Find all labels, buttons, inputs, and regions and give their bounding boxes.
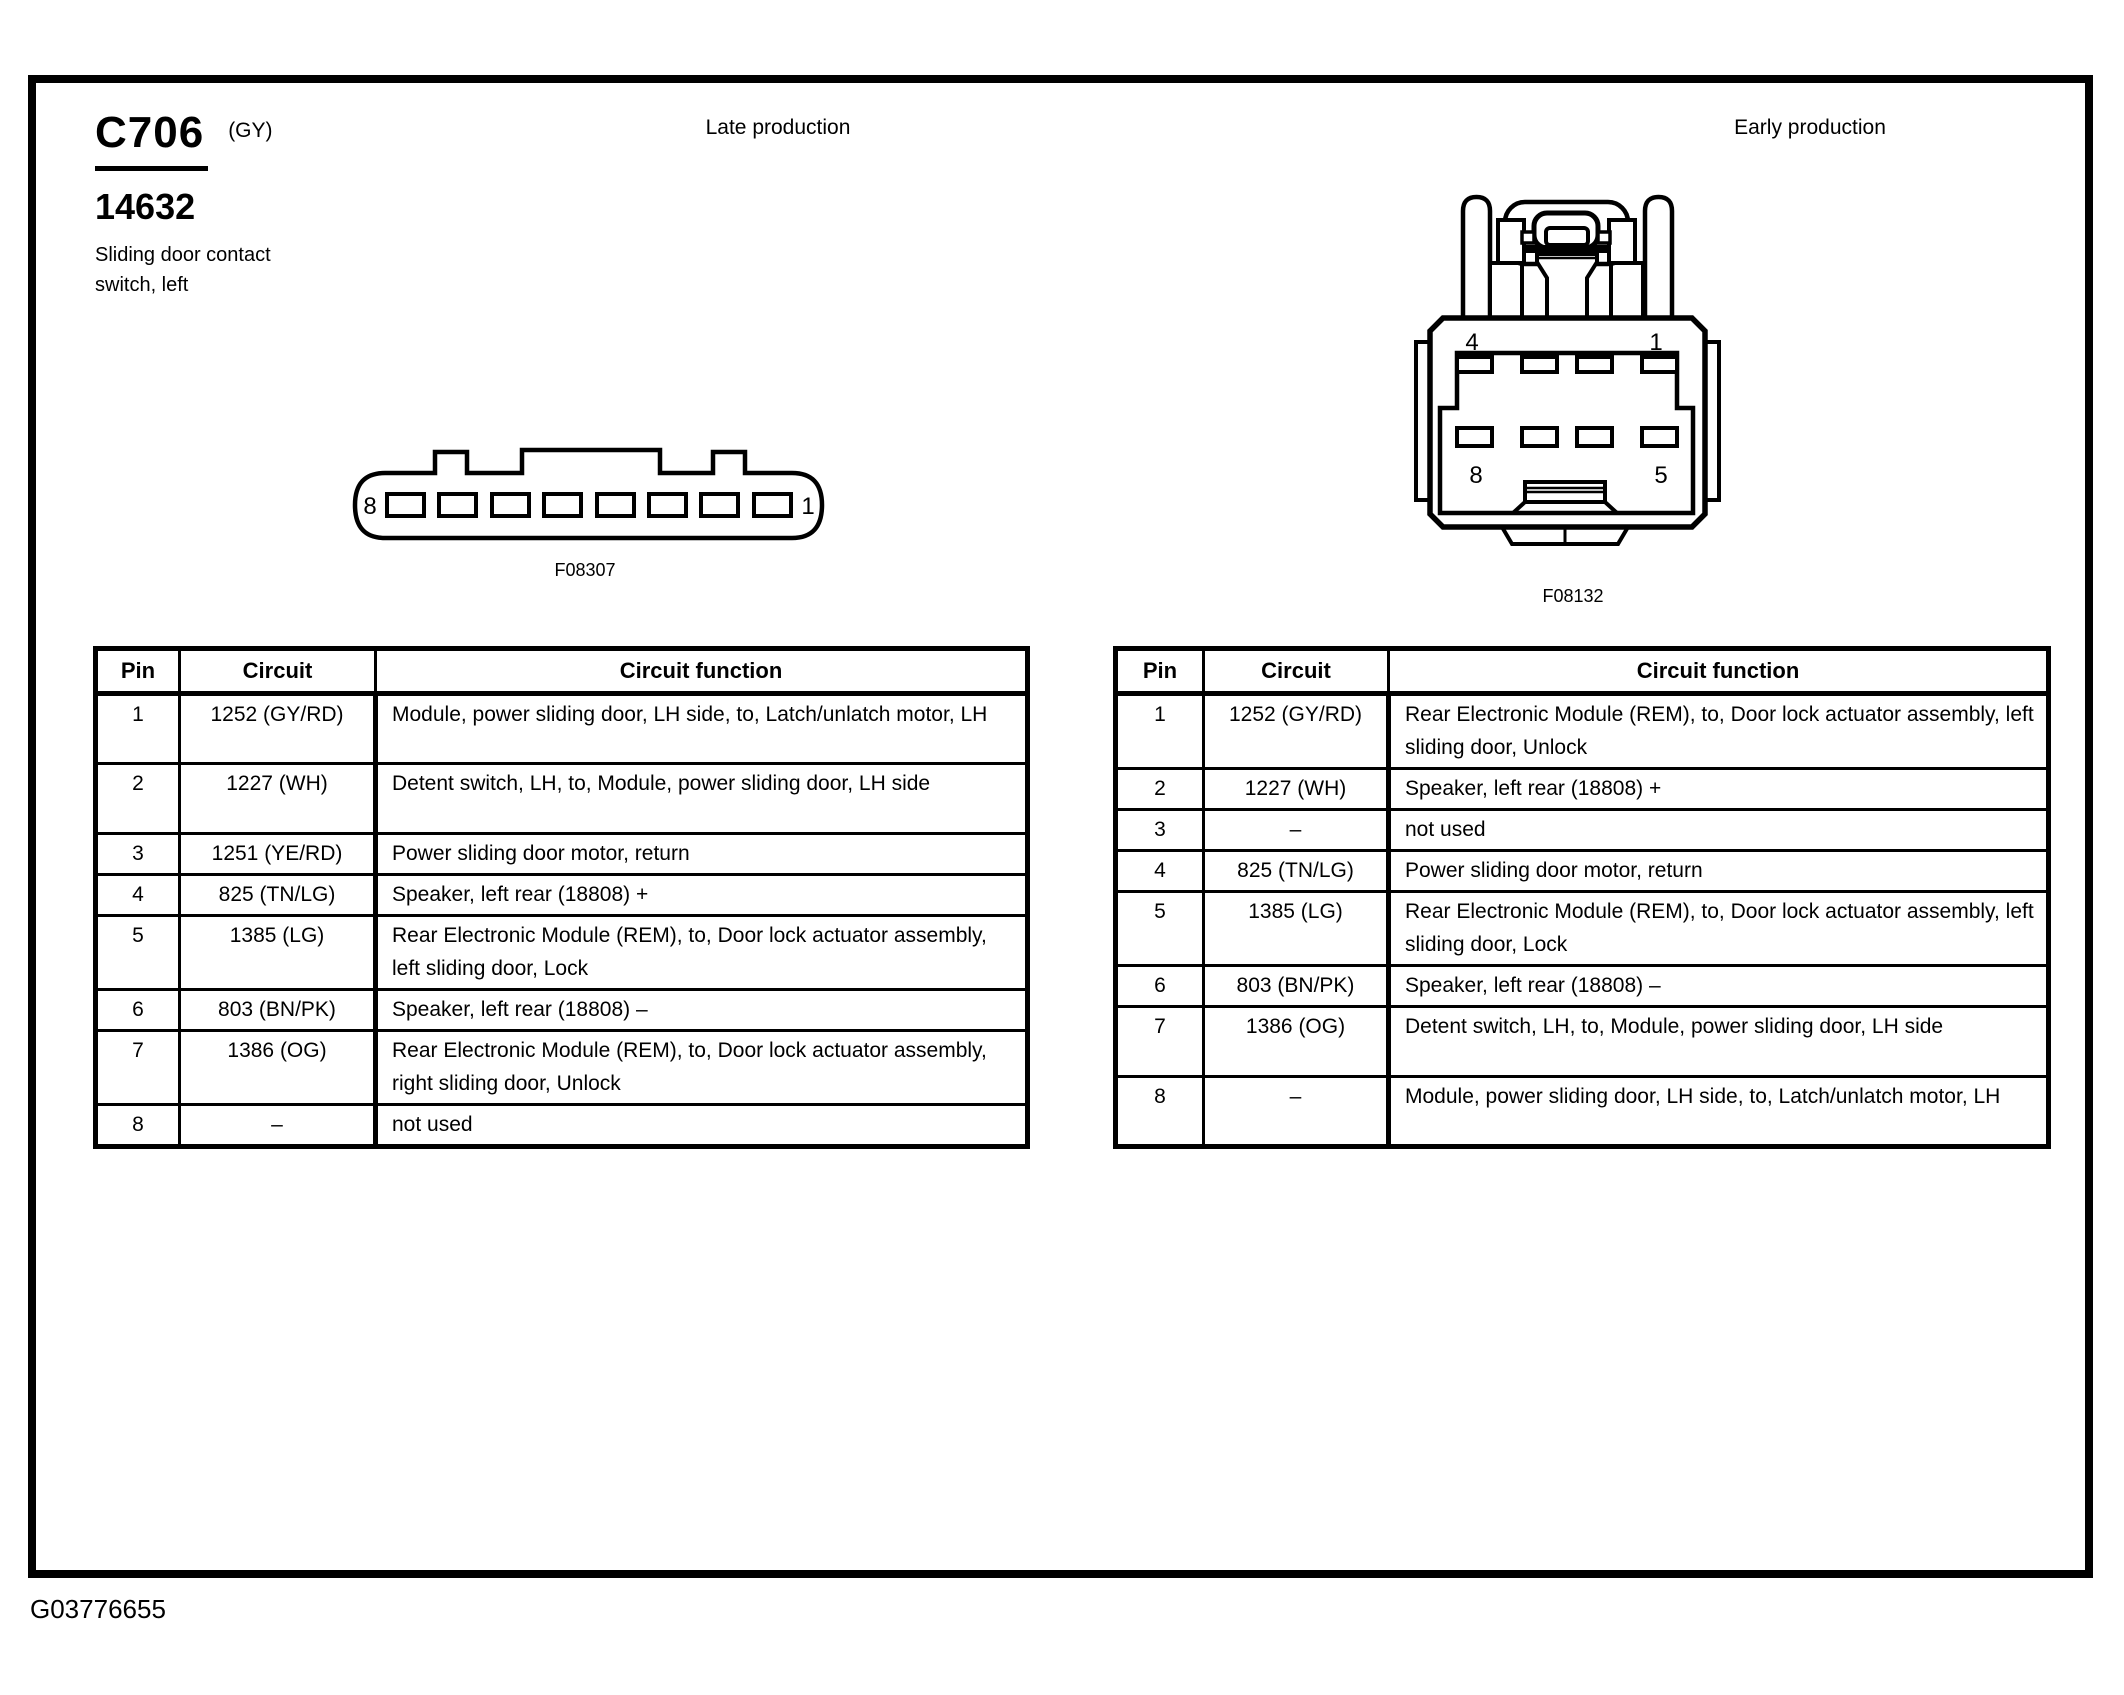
latch-bar-left (1522, 232, 1534, 243)
pin-slot (754, 494, 791, 516)
circuit-cell: 1252 (GY/RD) (180, 694, 376, 764)
function-cell: not used (376, 1105, 1028, 1147)
table-row (1116, 1007, 2049, 1077)
circuit-cell: 803 (BN/PK) (180, 990, 376, 1031)
pin-cell: 2 (1116, 769, 1204, 810)
table-row (96, 764, 1028, 834)
table-row (96, 875, 1028, 916)
circuit-cell: 1386 (OG) (1204, 1007, 1389, 1077)
part-number: 14632 (95, 186, 196, 227)
pin-label-4: 4 (1465, 329, 1479, 356)
table-row (96, 1105, 1028, 1147)
circuit-header: Circuit (180, 649, 376, 694)
function-cell: Speaker, left rear (18808) – (1389, 966, 2049, 1007)
function-cell: Rear Electronic Module (REM), to, Door lock actuator assembly, left sliding door, Lock (1389, 892, 2049, 966)
table-row (96, 1031, 1028, 1105)
circuit-cell: 1385 (LG) (1204, 892, 1389, 966)
pin-cell: 8 (1116, 1077, 1204, 1147)
function-cell: Rear Electronic Module (REM), to, Door lock actuator assembly, left sliding door, Lock (376, 916, 1028, 990)
function-cell: Module, power sliding door, LH side, to, Latch/unlatch motor, LH (376, 694, 1028, 764)
pin-label-5: 5 (1654, 462, 1668, 489)
circuit-cell: 825 (TN/LG) (180, 875, 376, 916)
latch-block-left (1498, 220, 1524, 263)
latch-block-right (1609, 220, 1635, 263)
circuit-cell: – (1204, 1077, 1389, 1147)
pin-slot (544, 494, 581, 516)
pin-slot (649, 494, 686, 516)
graphic-code: G03776655 (30, 1594, 166, 1624)
function-cell: Power sliding door motor, return (1389, 851, 2049, 892)
pin-cell: 6 (96, 990, 180, 1031)
ear-base-right (1611, 263, 1643, 321)
late-pinout-table-wrap (93, 646, 1030, 1149)
pin-cell: 5 (1116, 892, 1204, 966)
function-cell: Speaker, left rear (18808) + (1389, 769, 2049, 810)
circuit-cell: 1252 (GY/RD) (1204, 694, 1389, 769)
pin-slot (1577, 428, 1612, 446)
function-cell: Power sliding door motor, return (376, 834, 1028, 875)
pin-slot (439, 494, 476, 516)
pin-slot (597, 494, 634, 516)
pin-cell: 7 (1116, 1007, 1204, 1077)
late-production-title: Late production (705, 116, 851, 139)
pin-cell: 2 (96, 764, 180, 834)
pin-cell: 3 (96, 834, 180, 875)
pin-label-8: 8 (363, 493, 377, 520)
table-row (1116, 810, 2049, 851)
table-row (96, 990, 1028, 1031)
function-cell: Detent switch, LH, to, Module, power sliding door, LH side (376, 764, 1028, 834)
circuit-cell: 1227 (WH) (180, 764, 376, 834)
pin-slot (701, 494, 738, 516)
circuit-header: Circuit (1204, 649, 1389, 694)
connector-description: Sliding door contact switch, left (95, 244, 271, 296)
circuit-cell: – (180, 1105, 376, 1147)
early-production-title: Early production (1734, 116, 1886, 139)
function-header: Circuit function (376, 649, 1028, 694)
table-row (1116, 1077, 2049, 1147)
pin-cell: 1 (96, 694, 180, 764)
table-row (96, 694, 1028, 764)
pin-label-1: 1 (1649, 329, 1663, 356)
pin-cell: 4 (1116, 851, 1204, 892)
function-cell: Speaker, left rear (18808) – (376, 990, 1028, 1031)
function-header: Circuit function (1389, 649, 2049, 694)
pin-slot (1522, 428, 1557, 446)
pin-cell: 4 (96, 875, 180, 916)
connector-id-block (95, 108, 273, 171)
circuit-cell: 1386 (OG) (180, 1031, 376, 1105)
table-header-row (96, 649, 1028, 694)
table-row (1116, 966, 2049, 1007)
pin-cell: 5 (96, 916, 180, 990)
circuit-cell: 1227 (WH) (1204, 769, 1389, 810)
late-connector-diagram (330, 430, 910, 575)
pin-slot (1642, 428, 1677, 446)
pin-slot (492, 494, 529, 516)
early-pinout-table (1113, 646, 2051, 1149)
function-cell: Module, power sliding door, LH side, to, Latch/unlatch motor, LH (1389, 1077, 2049, 1147)
table-row (1116, 851, 2049, 892)
function-cell: Rear Electronic Module (REM), to, Door lock actuator assembly, right sliding door, Unlock (376, 1031, 1028, 1105)
figure-code-late: F08307 (554, 560, 616, 580)
pin-cell: 6 (1116, 966, 1204, 1007)
circuit-cell: 825 (TN/LG) (1204, 851, 1389, 892)
pin-slot (1457, 357, 1492, 372)
pin-cell: 8 (96, 1105, 180, 1147)
pin-slot (1577, 357, 1612, 372)
pin-header: Pin (1116, 649, 1204, 694)
early-connector-diagram (1400, 180, 1800, 580)
circuit-cell: 803 (BN/PK) (1204, 966, 1389, 1007)
table-header-row (1116, 649, 2049, 694)
circuit-cell: – (1204, 810, 1389, 851)
function-cell: Rear Electronic Module (REM), to, Door lock actuator assembly, left sliding door, Unlock (1389, 694, 2049, 769)
table-row (1116, 769, 2049, 810)
function-cell: Speaker, left rear (18808) + (376, 875, 1028, 916)
pin-cell: 1 (1116, 694, 1204, 769)
table-row (96, 834, 1028, 875)
pin-slot (387, 494, 424, 516)
figure-code-early: F08132 (1542, 586, 1604, 606)
pin-label-8: 8 (1469, 462, 1483, 489)
ear-left (1463, 197, 1490, 321)
connector-color-code: (GY) (228, 119, 273, 142)
connector-id: C706 (95, 108, 208, 171)
table-row (1116, 892, 2049, 966)
circuit-cell: 1385 (LG) (180, 916, 376, 990)
ear-right (1645, 197, 1672, 321)
latch-wedge (1537, 254, 1597, 321)
function-cell: not used (1389, 810, 2049, 851)
table-row (96, 916, 1028, 990)
pin-slot (1457, 428, 1492, 446)
late-pinout-table (93, 646, 1030, 1149)
pin-header: Pin (96, 649, 180, 694)
pin-cell: 3 (1116, 810, 1204, 851)
function-cell: Detent switch, LH, to, Module, power sliding door, LH side (1389, 1007, 2049, 1077)
pin-slot (1522, 357, 1557, 372)
pin-cell: 7 (96, 1031, 180, 1105)
pin-slot (1642, 357, 1677, 372)
pin-label-1: 1 (801, 493, 815, 520)
latch-bar-right (1598, 232, 1610, 243)
table-row (1116, 694, 2049, 769)
circuit-cell: 1251 (YE/RD) (180, 834, 376, 875)
early-pinout-table-wrap (1113, 646, 2051, 1149)
ear-base-left (1490, 263, 1522, 321)
